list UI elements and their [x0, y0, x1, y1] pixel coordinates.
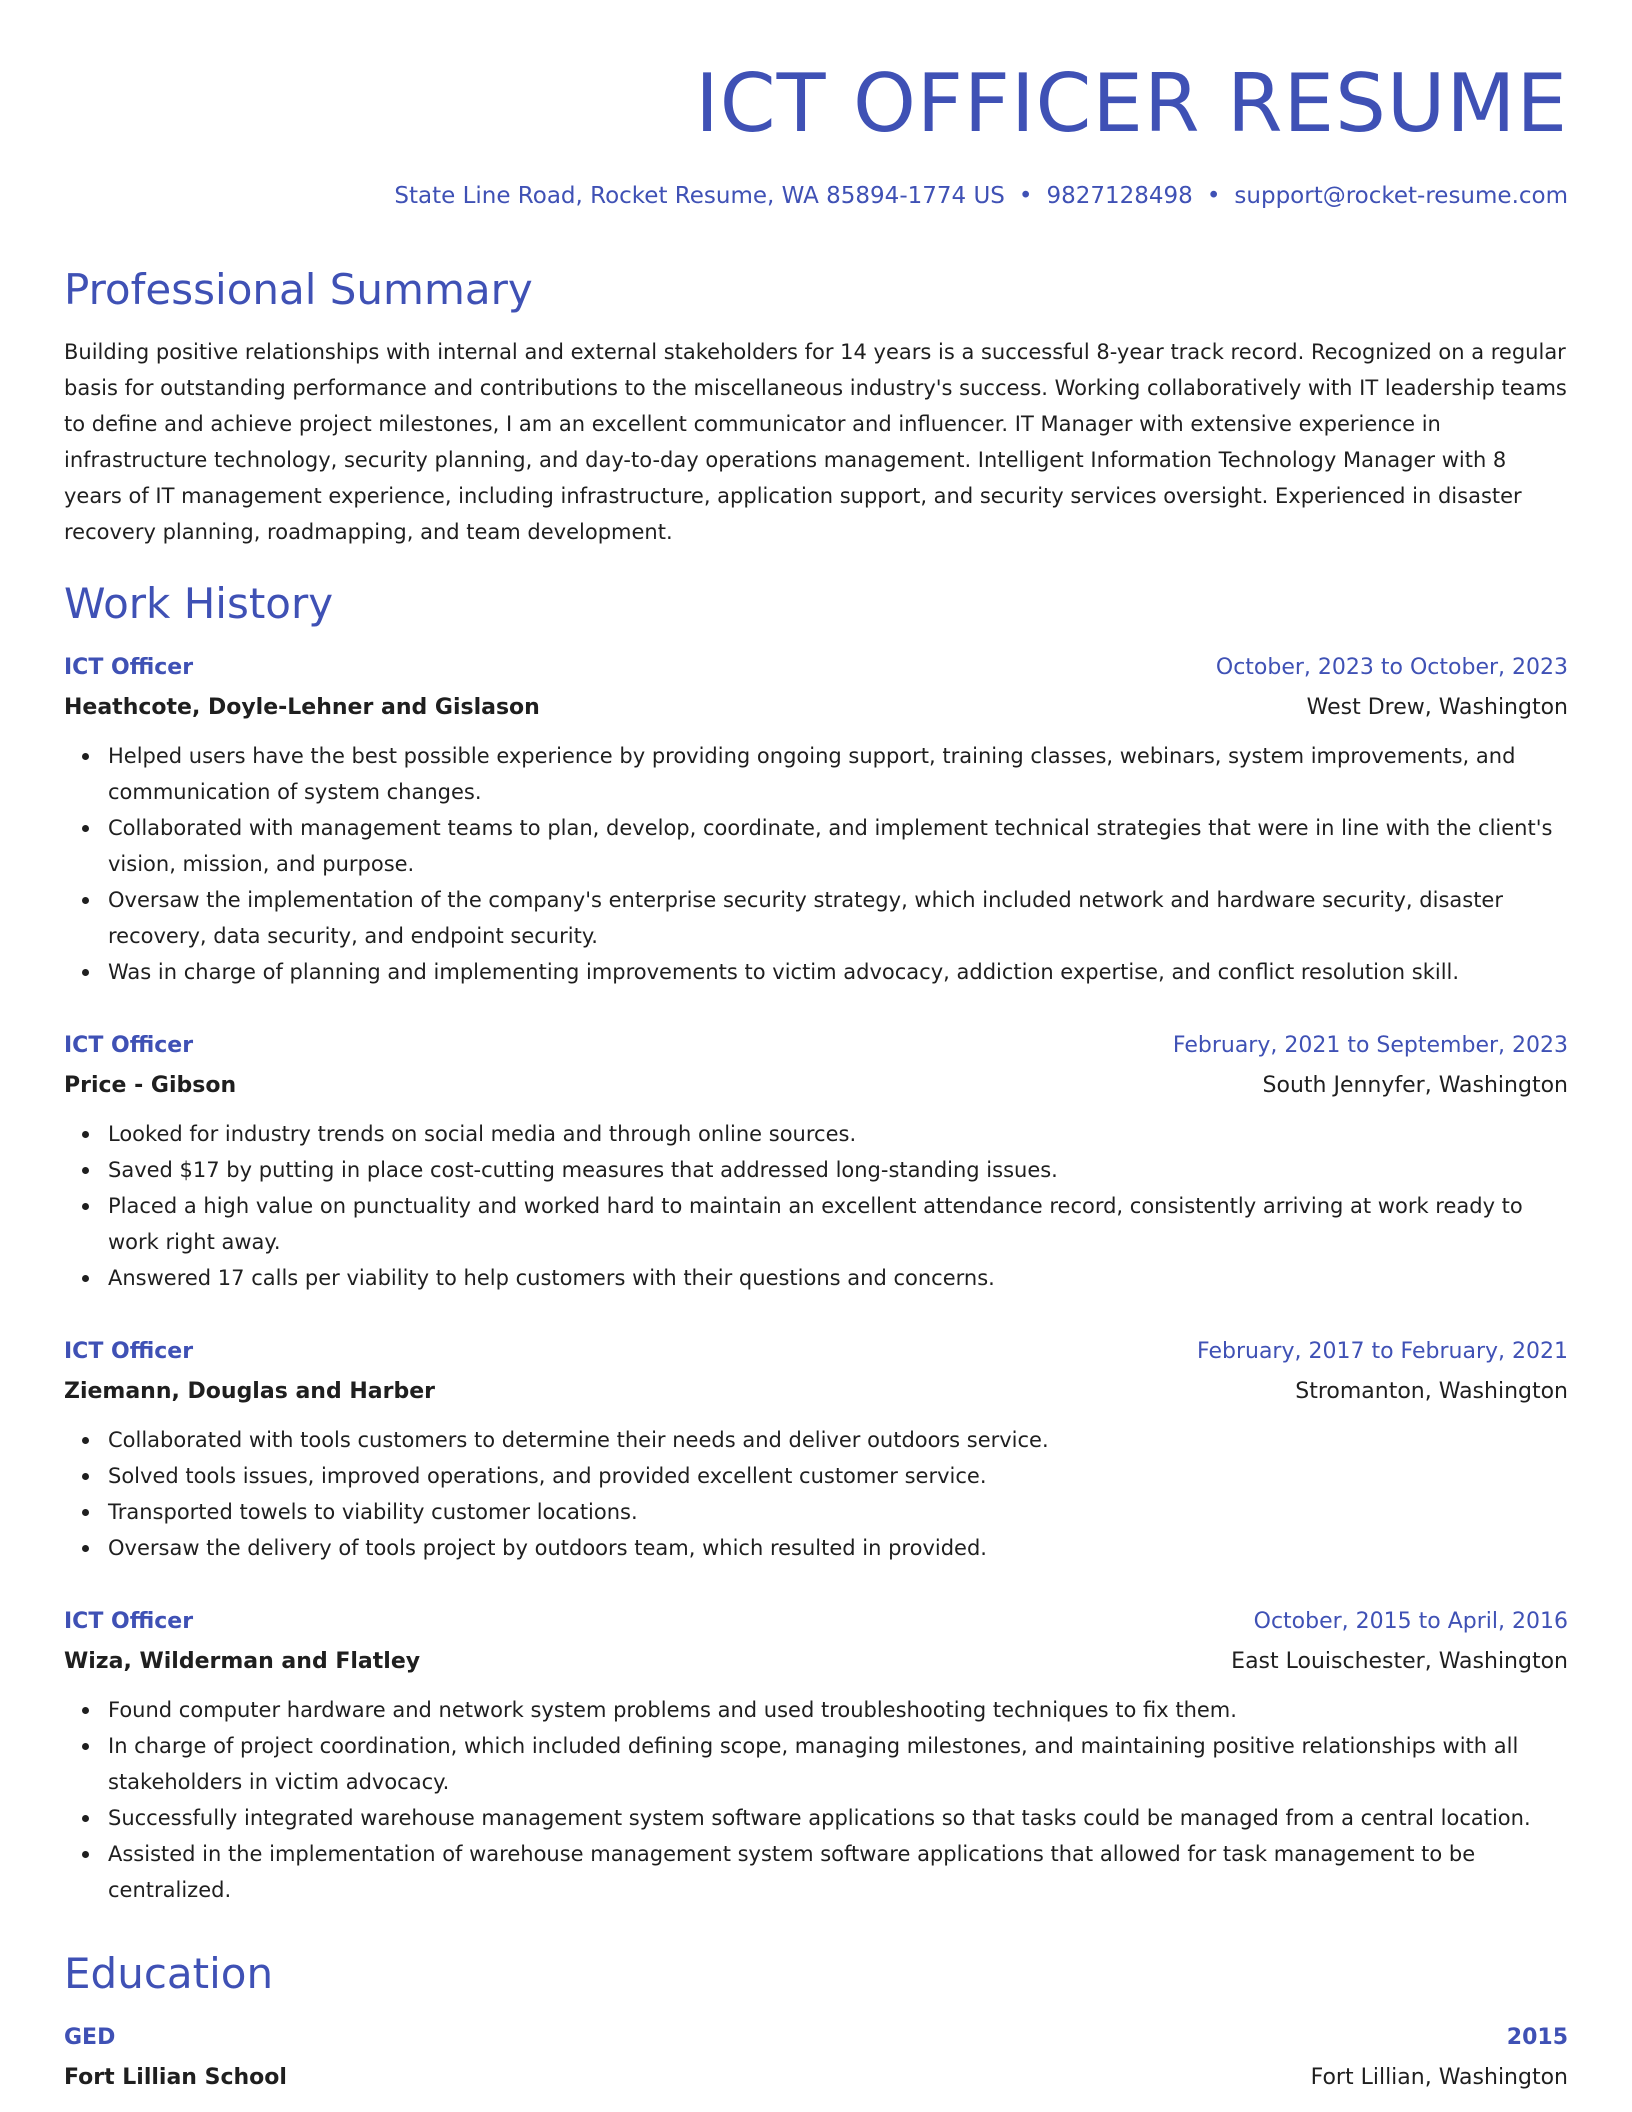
contact-line [64, 180, 1568, 212]
job-dates: October, 2015 to April, 2016 [1253, 1609, 1568, 1634]
job-bullet: Answered 17 calls per viability to help customers with their questions and concerns. [108, 1260, 1568, 1296]
education-entry [64, 2018, 1568, 2098]
job-bullet: Placed a high value on punctuality and worked hard to maintain an excellent attendance record, consistently arriving at work ready to work right away. [108, 1188, 1568, 1260]
job-location: South Jennyfer, Washington [1262, 1073, 1568, 1098]
job-entry [64, 1602, 1568, 1908]
contact-email[interactable]: support@rocket-resume.com [1234, 183, 1568, 209]
job-location: West Drew, Washington [1306, 695, 1568, 720]
job-bullet: Collaborated with tools customers to determine their needs and deliver outdoors service. [108, 1422, 1568, 1458]
job-dates: February, 2021 to September, 2023 [1172, 1033, 1568, 1058]
company-name: Price - Gibson [64, 1073, 237, 1098]
job-title: ICT Officer [64, 655, 194, 680]
job-bullet: Saved $17 by putting in place cost-cutting measures that addressed long-standing issues. [108, 1152, 1568, 1188]
resume-title: ICT OFFICER RESUME [695, 57, 1568, 150]
job-entry [64, 648, 1568, 990]
job-title: ICT Officer [64, 1033, 194, 1058]
job-title: ICT Officer [64, 1609, 194, 1634]
job-bullet: Oversaw the delivery of tools project by outdoors team, which resulted in provided. [108, 1530, 1568, 1566]
job-dates: February, 2017 to February, 2021 [1197, 1339, 1568, 1364]
job-bullet: Successfully integrated warehouse management system software applications so that tasks could be managed from a central location. [108, 1800, 1568, 1836]
job-bullet: Transported towels to viability customer locations. [108, 1494, 1568, 1530]
school-name: Fort Lillian School [64, 2065, 287, 2090]
job-bullets [64, 1116, 1568, 1296]
education-year: 2015 [1506, 2025, 1568, 2050]
company-name: Wiza, Wilderman and Flatley [64, 1649, 421, 1674]
job-bullet: Solved tools issues, improved operations, and provided excellent customer service. [108, 1458, 1568, 1494]
job-bullet: Found computer hardware and network system problems and used troubleshooting techniques to fix them. [108, 1692, 1568, 1728]
job-dates: October, 2023 to October, 2023 [1215, 655, 1568, 680]
job-title: ICT Officer [64, 1339, 194, 1364]
job-entry [64, 1026, 1568, 1296]
job-bullets [64, 1422, 1568, 1566]
contact-phone: 9827128498 [1046, 183, 1193, 209]
job-bullet: Was in charge of planning and implementing improvements to victim advocacy, addiction expertise, and conflict resolution skill. [108, 954, 1568, 990]
job-bullet: Collaborated with management teams to plan, develop, coordinate, and implement technical strategies that were in line with the client's vision, mission, and purpose. [108, 810, 1568, 882]
job-bullet: In charge of project coordination, which included defining scope, managing milestones, and maintaining positive relationships with all stakeholders in victim advocacy. [108, 1728, 1568, 1800]
job-bullets [64, 1692, 1568, 1908]
job-bullet: Looked for industry trends on social media and through online sources. [108, 1116, 1568, 1152]
job-bullets [64, 738, 1568, 990]
job-bullet: Assisted in the implementation of warehouse management system software applications that allowed for task management to be centralized. [108, 1836, 1568, 1908]
job-bullet: Helped users have the best possible experience by providing ongoing support, training classes, webinars, system improvements, and communication of system changes. [108, 738, 1568, 810]
company-name: Heathcote, Doyle-Lehner and Gislason [64, 695, 540, 720]
contact-separator: • [1206, 183, 1221, 209]
job-bullet: Oversaw the implementation of the company's enterprise security strategy, which included network and hardware security, disaster recovery, data security, and endpoint security. [108, 882, 1568, 954]
school-location: Fort Lillian, Washington [1310, 2065, 1568, 2090]
job-location: East Louischester, Washington [1231, 1649, 1568, 1674]
contact-address: State Line Road, Rocket Resume, WA 85894-1774 US [394, 183, 1005, 209]
contact-separator: • [1018, 183, 1033, 209]
company-name: Ziemann, Douglas and Harber [64, 1379, 435, 1404]
summary-heading: Professional Summary [64, 265, 533, 314]
summary-text: Building positive relationships with internal and external stakeholders for 14 years is a successful 8-year track record. Recognized on a regular basis for outstanding performance and contributions to the miscellaneous industry's success. Working collaboratively with IT leadership teams to define and achieve project milestones, I am an excellent communicator and influencer. IT Manager with extensive experience in infrastructure technology, security planning, and day-to-day operations management. Intelligent Information Technology Manager with 8 years of IT management experience, including infrastructure, application support, and security services oversight. Experienced in disaster recovery planning, roadmapping, and team development. [64, 340, 1567, 544]
education-heading: Education [64, 1949, 274, 1998]
work-history-heading: Work History [64, 579, 334, 628]
job-location: Stromanton, Washington [1295, 1379, 1568, 1404]
job-entry [64, 1332, 1568, 1566]
degree-name: GED [64, 2025, 116, 2050]
